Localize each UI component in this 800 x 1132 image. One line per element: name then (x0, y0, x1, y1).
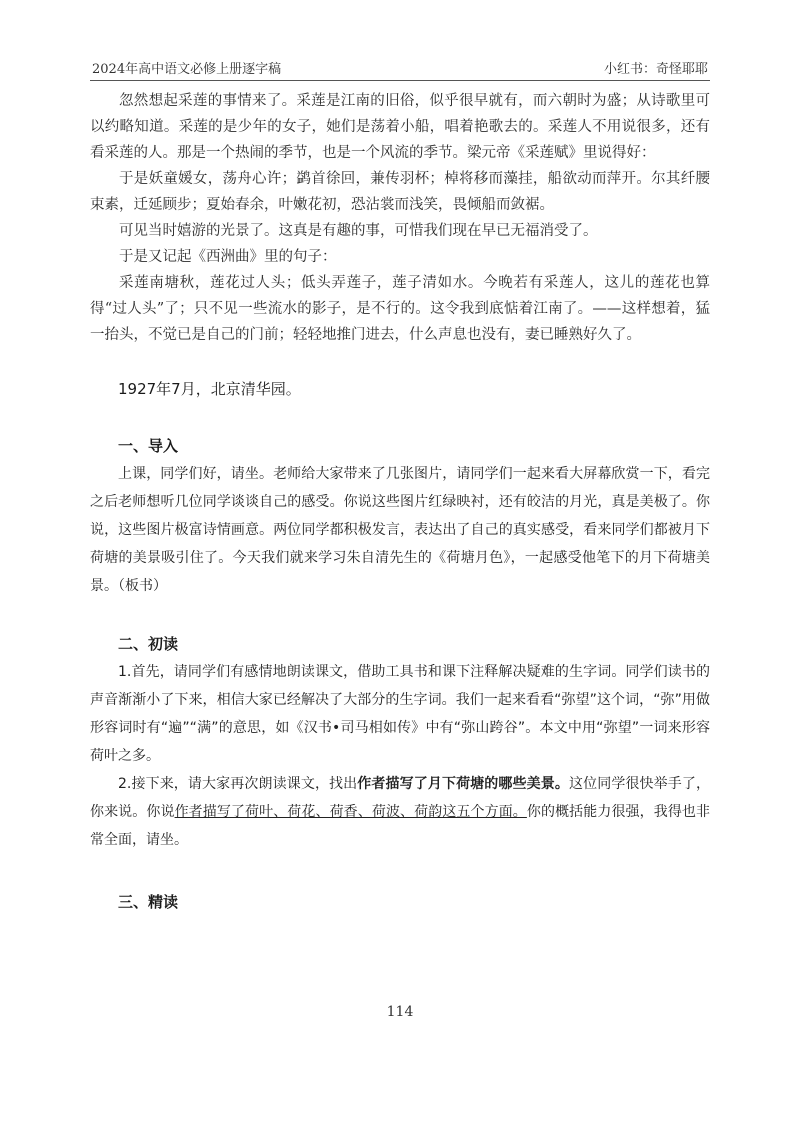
section-title: 二、初读 (118, 635, 179, 653)
page-number: 114 (386, 1004, 414, 1020)
date-line: 1927年7月，北京清华园。 (118, 380, 301, 398)
quote-paragraph: 采莲南塘秋，莲花过人头；低头弄莲子，莲子清如水。今晚若有采莲人，这儿的莲花也算得“过人头”了；只不见一些流水的影子，是不行的。这令我到底惦着江南了。——这样想着，猛一抬头，不觉已是自己的门前；轻轻地推门进去，什么声息也没有，妻已睡熟好久了。 (90, 275, 710, 343)
page-header (90, 52, 710, 81)
header-author: 小红书：奇怪耶耶 (603, 62, 708, 77)
text-run: 2.接下来，请大家再次朗读课文，找出 (118, 776, 358, 792)
header-title: 2024年高中语文必修上册逐字稿 (92, 62, 282, 77)
section-title: 一、导入 (118, 437, 179, 455)
section-title: 三、精读 (118, 893, 179, 911)
underlined-text: 作者描写了荷叶、荷花、荷香、荷波、荷韵这五个方面。 (174, 804, 527, 820)
text-run: 你的概括能力很强，我得也非常全面，请坐。 (90, 804, 711, 848)
paragraph: 上课，同学们好，请坐。老师给大家带来了几张图片，请同学们一起来看大屏幕欣赏一下，看完之后老师想听几位同学谈谈自己的感受。你说这些图片红绿映衬，还有皎洁的月光，真是美极了。你说，这些图片极富诗情画意。两位同学都积极发言，表达出了自己的真实感受，看来同学们都被月下荷塘的美景吸引住了。今天我们就来学习朱自清先生的《荷塘月色》，一起感受他笔下的月下荷塘美景。（板书） (90, 466, 710, 594)
paragraph: 忽然想起采莲的事情来了。采莲是江南的旧俗，似乎很早就有，而六朝时为盛；从诗歌里可以约略知道。采莲的是少年的女子，她们是荡着小船，唱着艳歌去的。采莲人不用说很多，还有看采莲的人。那是一个热闹的季节，也是一个风流的季节。梁元帝《采莲赋》里说得好： (90, 93, 710, 161)
bold-text: 作者描写了月下荷塘的哪些美景。 (357, 776, 569, 792)
paragraph: 于是又记起《西洲曲》里的句子： (119, 249, 337, 265)
paragraph (90, 770, 710, 854)
paragraph: 可见当时嬉游的光景了。这真是有趣的事，可惜我们现在早已无福消受了。 (119, 223, 598, 239)
page-content (90, 88, 710, 916)
quote-paragraph: 于是妖童媛女，荡舟心许；鹢首徐回，兼传羽杯；棹将移而藻挂，船欲动而萍开。尔其纤腰束素，迁延顾步；夏始春余，叶嫩花初，恐沾裳而浅笑，畏倾船而敛裾。 (90, 171, 710, 213)
paragraph: 1.首先，请同学们有感情地朗读课文，借助工具书和课下注释解决疑难的生字词。同学们读书的声音渐渐小了下来，相信大家已经解决了大部分的生字词。我们一起来看看“弥望”这个词，“弥”用做形容词时有“遍”“满”的意思，如《汉书•司马相如传》中有“弥山跨谷”。本文中用“弥望”一词来形容荷叶之多。 (90, 664, 710, 764)
text-run: 这位同学很快举手了，你来说。你说 (90, 776, 711, 820)
